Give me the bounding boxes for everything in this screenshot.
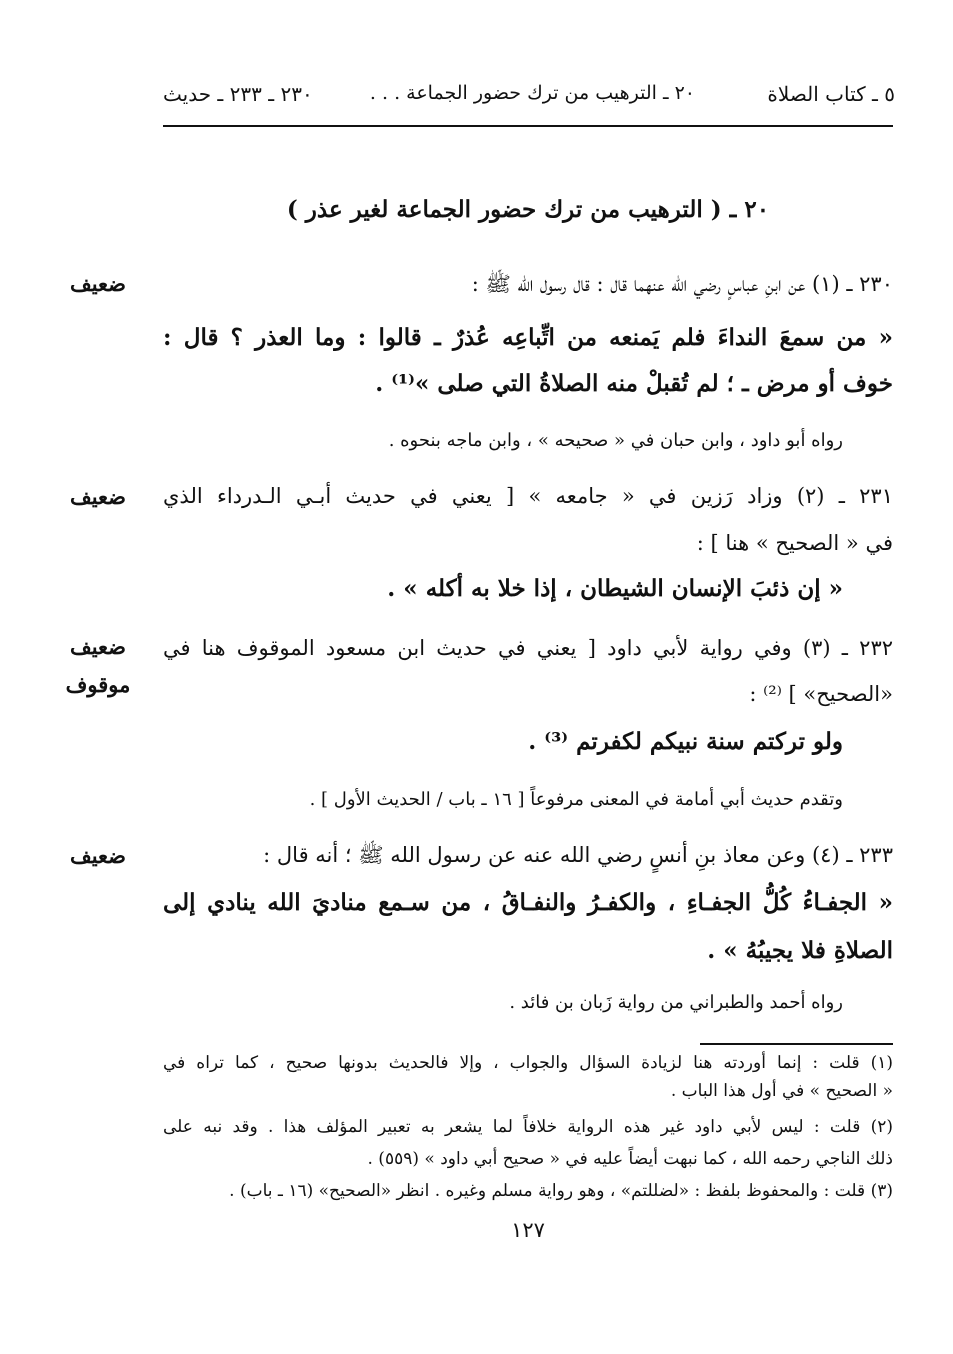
section-title: ٢٠ ـ ( الترهيب من ترك حضور الجماعة لغير عذر )	[286, 196, 770, 223]
grade-label: ضعيف	[69, 843, 127, 868]
hadith-line: خوف أو مرض ـ ؛ لم تُقبلْ منه الصلاةُ التي صلى »⁽¹⁾ .	[375, 370, 893, 397]
hadith-line: ٢٣٣ ـ (٤) وعن معاذ بنِ أنسٍ رضي الله عنه عن رسول الله ﷺ ؛ أنه قال :	[263, 843, 893, 867]
hadith-line: ٢٣٢ ـ (٣) وفي رواية لأبي داود [ يعني في حديث ابن مسعود الموقوف هنا في	[163, 636, 894, 660]
hadith-line: ولو تركتم سنة نبيكم لكفرتم ⁽³⁾ .	[528, 728, 843, 755]
hadith-source: رواه أبو داود ، وابن حبان في « صحيحه » ، وابن ماجه بنحوه .	[388, 430, 843, 451]
grade-label: موقوف	[65, 672, 131, 697]
header-hadith-range: ٢٣٠ ـ ٢٣٣ ـ حديث	[163, 82, 313, 106]
footnote-rule	[700, 1043, 893, 1045]
hadith-line: « إن ذئبَ الإنسان الشيطان ، إذا خلا به أكله » .	[387, 575, 843, 602]
hadith-line: الصلاةِ فلا يجيبُهُ » .	[707, 937, 893, 964]
hadith-line: «الصحيح» ] ⁽²⁾ :	[749, 682, 893, 706]
hadith-line: ٢٣١ ـ (٢) وزاد رَزين في « جامعه » [ يعني في حديث أبـي الـدرداء الذي	[163, 484, 893, 508]
footnote-line: « الصحيح » في أول هذا الباب .	[670, 1081, 893, 1101]
grade-label: ضعيف	[69, 271, 127, 296]
hadith-line: في « الصحيح » هنا ] :	[696, 531, 893, 555]
footnote-line: (٢) قلت : ليس لأبي داود غير هذه الرواية خلافاً لما يشعر به تعبير المؤلف هذا . وقد نبه على	[163, 1117, 893, 1137]
hadith-line: « الجفـاءُ كُلُّ الجفـاءِ ، والكفـرُ والنفـاقُ ، من سـمع مناديَ الله ينادي إلى	[163, 889, 893, 916]
grade-label: ضعيف	[69, 484, 127, 509]
hadith-source: وتقدم حديث أبي أمامة في المعنى مرفوعاً [ ١٦ ـ باب / الحديث الأول ] .	[309, 789, 843, 810]
page-number: ١٢٧	[511, 1218, 545, 1242]
footnote-line: (١) قلت : إنما أوردته هنا لزيادة السؤال والجواب ، وإلا فالحديث بدونها صحيح ، كما تراه في	[163, 1053, 893, 1073]
header-rule	[163, 125, 893, 127]
header-book-chapter: ٥ ـ كتاب الصلاة	[767, 82, 895, 106]
header-section: ٢٠ ـ الترهيب من ترك حضور الجماعة . . .	[369, 82, 695, 104]
grade-label: ضعيف	[69, 634, 127, 659]
hadith-line: « من سمعَ النداءَ فلم يَمنعه من اتِّباعِه عُذرٌ ـ قالوا : وما العذر ؟ قال :	[163, 324, 893, 351]
footnote-line: (٣) قلت : والمحفوظ بلفظ : «لضللتم» ، وهو رواية مسلم وغيره . انظر «الصحيح» (١٦ ـ باب) .	[229, 1181, 893, 1201]
hadith-line: ٢٣٠ ـ (١) عن ابنِ عباسٍ رضي الله عنهما قال : قال رسول الله ﷺ :	[471, 272, 893, 296]
hadith-source: رواه أحمد والطبراني من رواية زَبان بن فائد .	[509, 992, 843, 1013]
footnote-line: ذلك الناجي رحمه الله ، كما نبهت أيضاً عليه في « صحيح أبي داود » (٥٥٩) .	[367, 1149, 893, 1169]
